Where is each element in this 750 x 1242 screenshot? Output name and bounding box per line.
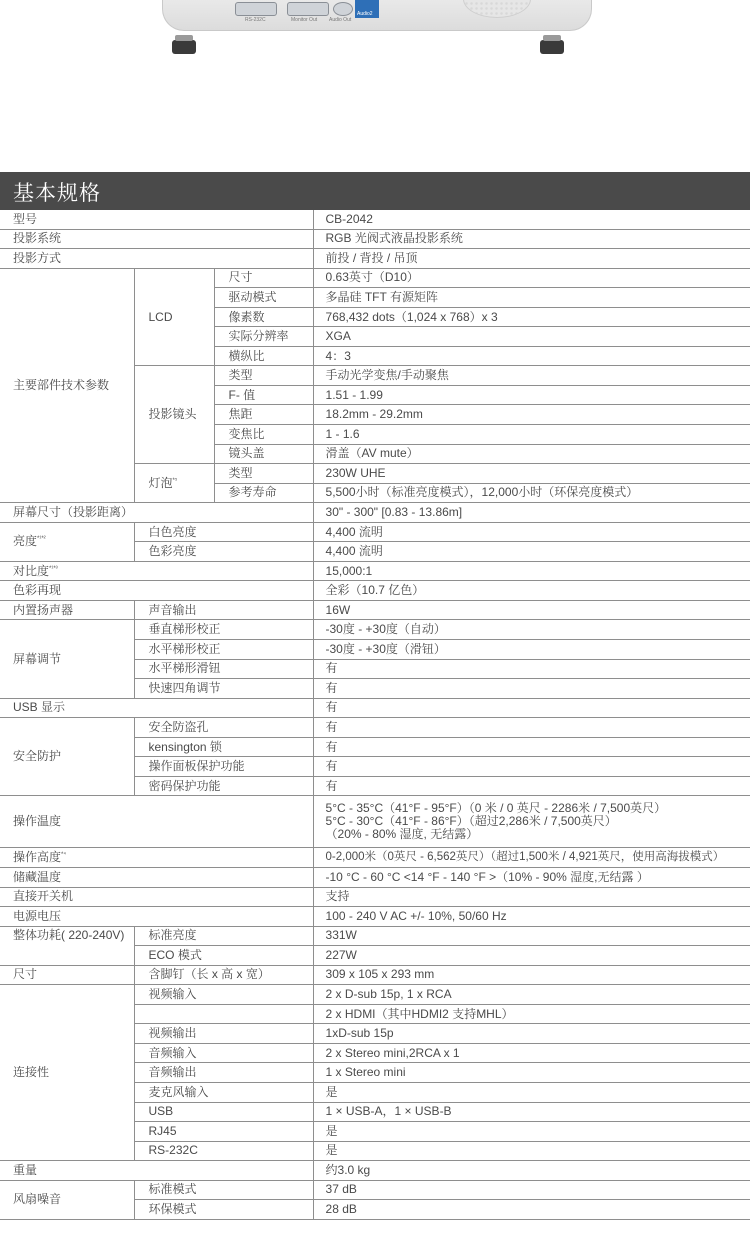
row-label: 操作温度 [0, 796, 313, 848]
row-value: 有 [313, 679, 750, 699]
row-label: 水平梯形滑钮 [134, 659, 313, 679]
row-value: 全彩（10.7 亿色） [313, 581, 750, 601]
temp-line-2: 5°C - 30°C（41°F - 86°F）（超过2,286米 / 7,500英尺） [325, 814, 617, 829]
group-label: 连接性 [0, 985, 134, 1161]
row-label: 白色亮度 [134, 522, 313, 542]
row-label: 焦距 [214, 405, 313, 425]
table-row [0, 600, 750, 620]
row-value: 有 [313, 718, 750, 738]
row-label: 色彩亮度 [134, 542, 313, 562]
table-row [0, 249, 750, 269]
audio-out-port-label: Audio Out [329, 17, 352, 23]
audio2-port-label: Audio2 [357, 11, 373, 17]
table-row [0, 268, 750, 288]
row-value: 是 [313, 1082, 750, 1102]
row-label: 垂直梯形校正 [134, 620, 313, 640]
row-value: 是 [313, 1141, 750, 1161]
table-row [0, 926, 750, 946]
row-value: 768,432 dots（1,024 x 768）x 3 [313, 307, 750, 327]
row-value: XGA [313, 327, 750, 347]
row-label: 水平梯形校正 [134, 640, 313, 660]
subgroup-label: 投影镜头 [134, 366, 214, 464]
row-value: CB-2042 [313, 210, 750, 229]
row-value: 230W UHE [313, 464, 750, 484]
table-row [0, 210, 750, 229]
monitor-out-port-label: Monitor Out [291, 17, 318, 23]
section-title: 基本规格 [13, 182, 101, 205]
row-label: 声音输出 [134, 600, 313, 620]
row-label: 类型 [214, 464, 313, 484]
row-value: 16W [313, 600, 750, 620]
table-row [0, 561, 750, 581]
row-label: 音频输出 [134, 1063, 313, 1083]
row-label [0, 561, 313, 581]
row-label: 直接开关机 [0, 887, 313, 907]
row-label: 环保模式 [134, 1200, 313, 1220]
footnote-mark: *⁵ [172, 477, 178, 484]
row-label: 内置扬声器 [0, 600, 134, 620]
group-label: 风扇噪音 [0, 1180, 134, 1219]
row-value: 15,000:1 [313, 561, 750, 581]
footnote-mark: *¹*² [37, 536, 46, 543]
row-label: 驱动模式 [214, 288, 313, 308]
monitor-out-port [287, 2, 329, 16]
group-label: 整体功耗( 220-240V) [0, 926, 134, 965]
row-value: 手动光学变焦/手动聚焦 [313, 366, 750, 386]
row-value: 30" - 300" [0.83 - 13.86m] [313, 503, 750, 523]
row-value: 1 x Stereo mini [313, 1063, 750, 1083]
table-row [0, 581, 750, 601]
row-label: 含脚钉（长 x 高 x 宽） [134, 965, 313, 985]
row-value: -30度 - +30度（自动） [313, 620, 750, 640]
row-value: 4：3 [313, 346, 750, 366]
temp-line-1: 5°C - 35°C（41°F - 95°F）（0 米 / 0 英尺 - 2286米 / 7,500英尺） [325, 801, 667, 816]
contrast-label: 对比度 [13, 563, 50, 578]
row-value: 滑盖（AV mute） [313, 444, 750, 464]
row-label: USB 显示 [0, 698, 313, 718]
row-label: 色彩再现 [0, 581, 313, 601]
row-label: 类型 [214, 366, 313, 386]
row-value: 1xD-sub 15p [313, 1024, 750, 1044]
row-value: 100 - 240 V AC +/- 10%, 50/60 Hz [313, 907, 750, 927]
row-label: F- 值 [214, 385, 313, 405]
row-label: 尺寸 [0, 965, 134, 985]
row-value: 1 × USB-A，1 × USB-B [313, 1102, 750, 1122]
row-value: 支持 [313, 887, 750, 907]
table-row [0, 985, 750, 1005]
row-value: 0.63英寸（D10） [313, 268, 750, 288]
row-value: -10 °C - 60 °C <14 °F - 140 °F >（10% - 90% 湿度,无结露 ） [313, 867, 750, 887]
row-label: 储藏温度 [0, 867, 313, 887]
footnote-mark: *⁴ [61, 852, 66, 859]
spec-table [0, 210, 750, 1220]
row-label: 操作面板保护功能 [134, 757, 313, 777]
row-label: 密码保护功能 [134, 776, 313, 796]
row-value: 多晶硅 TFT 有源矩阵 [313, 288, 750, 308]
left-foot [172, 40, 196, 54]
section-header [0, 172, 750, 210]
row-value: 有 [313, 776, 750, 796]
row-label: 标准亮度 [134, 926, 313, 946]
row-label: 电源电压 [0, 907, 313, 927]
subgroup-label: LCD [134, 268, 214, 366]
row-value: 2 x HDMI（其中HDMI2 支持MHL） [313, 1004, 750, 1024]
table-row [0, 887, 750, 907]
group-label: 屏幕调节 [0, 620, 134, 698]
row-label: 尺寸 [214, 268, 313, 288]
row-label: ECO 模式 [134, 946, 313, 966]
row-value: 约3.0 kg [313, 1161, 750, 1181]
row-label: 变焦比 [214, 425, 313, 445]
row-value: 37 dB [313, 1180, 750, 1200]
row-label: 镜头盖 [214, 444, 313, 464]
footnote-mark: *¹*³ [49, 565, 58, 572]
row-value: 2 x Stereo mini,2RCA x 1 [313, 1043, 750, 1063]
row-value: 有 [313, 737, 750, 757]
row-value: 前投 / 背投 / 吊顶 [313, 249, 750, 269]
row-label: kensington 锁 [134, 737, 313, 757]
row-value: 有 [313, 659, 750, 679]
table-row [0, 907, 750, 927]
rs232c-port [235, 2, 277, 16]
table-row [0, 698, 750, 718]
temp-line-3: （20% - 80% 湿度, 无结露） [325, 827, 479, 842]
row-label: RJ45 [134, 1122, 313, 1142]
row-value: -30度 - +30度（滑钮） [313, 640, 750, 660]
row-value: 4,400 流明 [313, 542, 750, 562]
table-row [0, 867, 750, 887]
row-value: 0-2,000米（0英尺 - 6,562英尺）（超过1,500米 / 4,921英尺，使用高海拔模式） [313, 848, 750, 868]
row-value [313, 796, 750, 848]
row-value: 1 - 1.6 [313, 425, 750, 445]
group-label [0, 522, 134, 561]
row-label: 实际分辨率 [214, 327, 313, 347]
row-label: 投影系统 [0, 229, 313, 249]
row-label: 快速四角调节 [134, 679, 313, 699]
row-label: 型号 [0, 210, 313, 229]
table-row [0, 796, 750, 848]
row-value: 有 [313, 698, 750, 718]
row-value: 是 [313, 1122, 750, 1142]
row-label: RS-232C [134, 1141, 313, 1161]
table-row [0, 718, 750, 738]
row-label: 屏幕尺寸（投影距离） [0, 503, 313, 523]
audio2-port [355, 0, 379, 18]
row-value: 4,400 流明 [313, 522, 750, 542]
table-row [0, 1161, 750, 1181]
row-label: 重量 [0, 1161, 313, 1181]
row-label: 横纵比 [214, 346, 313, 366]
row-label: USB [134, 1102, 313, 1122]
table-row [0, 1180, 750, 1200]
row-label: 视频输入 [134, 985, 313, 1005]
audio-out-port [333, 2, 353, 16]
row-value: 309 x 105 x 293 mm [313, 965, 750, 985]
row-label: 像素数 [214, 307, 313, 327]
row-value: 1.51 - 1.99 [313, 385, 750, 405]
row-value: 5,500小时（标准亮度模式），12,000小时（环保亮度模式） [313, 483, 750, 503]
projector-rear-panel [162, 0, 592, 31]
row-label [134, 1004, 313, 1024]
product-image [0, 0, 750, 62]
lamp-label: 灯泡 [148, 475, 173, 490]
speaker-grille [463, 0, 531, 18]
row-value: 28 dB [313, 1200, 750, 1220]
row-value: 331W [313, 926, 750, 946]
subgroup-label [134, 464, 214, 503]
row-value: 18.2mm - 29.2mm [313, 405, 750, 425]
row-value: 2 x D-sub 15p, 1 x RCA [313, 985, 750, 1005]
altitude-label: 操作高度 [13, 850, 62, 865]
row-value: RGB 光阀式液晶投影系统 [313, 229, 750, 249]
table-row [0, 620, 750, 640]
row-label [0, 848, 313, 868]
table-row [0, 965, 750, 985]
table-row [0, 229, 750, 249]
table-row [0, 522, 750, 542]
row-label: 标准模式 [134, 1180, 313, 1200]
row-label: 参考寿命 [214, 483, 313, 503]
rs232c-port-label: RS-232C [245, 17, 266, 23]
row-label: 安全防盗孔 [134, 718, 313, 738]
table-row [0, 503, 750, 523]
table-row [0, 848, 750, 868]
row-label: 麦克风输入 [134, 1082, 313, 1102]
group-label: 安全防护 [0, 718, 134, 796]
row-label: 投影方式 [0, 249, 313, 269]
row-value: 有 [313, 757, 750, 777]
right-foot [540, 40, 564, 54]
row-label: 视频输出 [134, 1024, 313, 1044]
row-label: 音频输入 [134, 1043, 313, 1063]
group-label: 主要部件技术参数 [0, 268, 134, 503]
row-value: 227W [313, 946, 750, 966]
brightness-label: 亮度 [13, 534, 38, 549]
